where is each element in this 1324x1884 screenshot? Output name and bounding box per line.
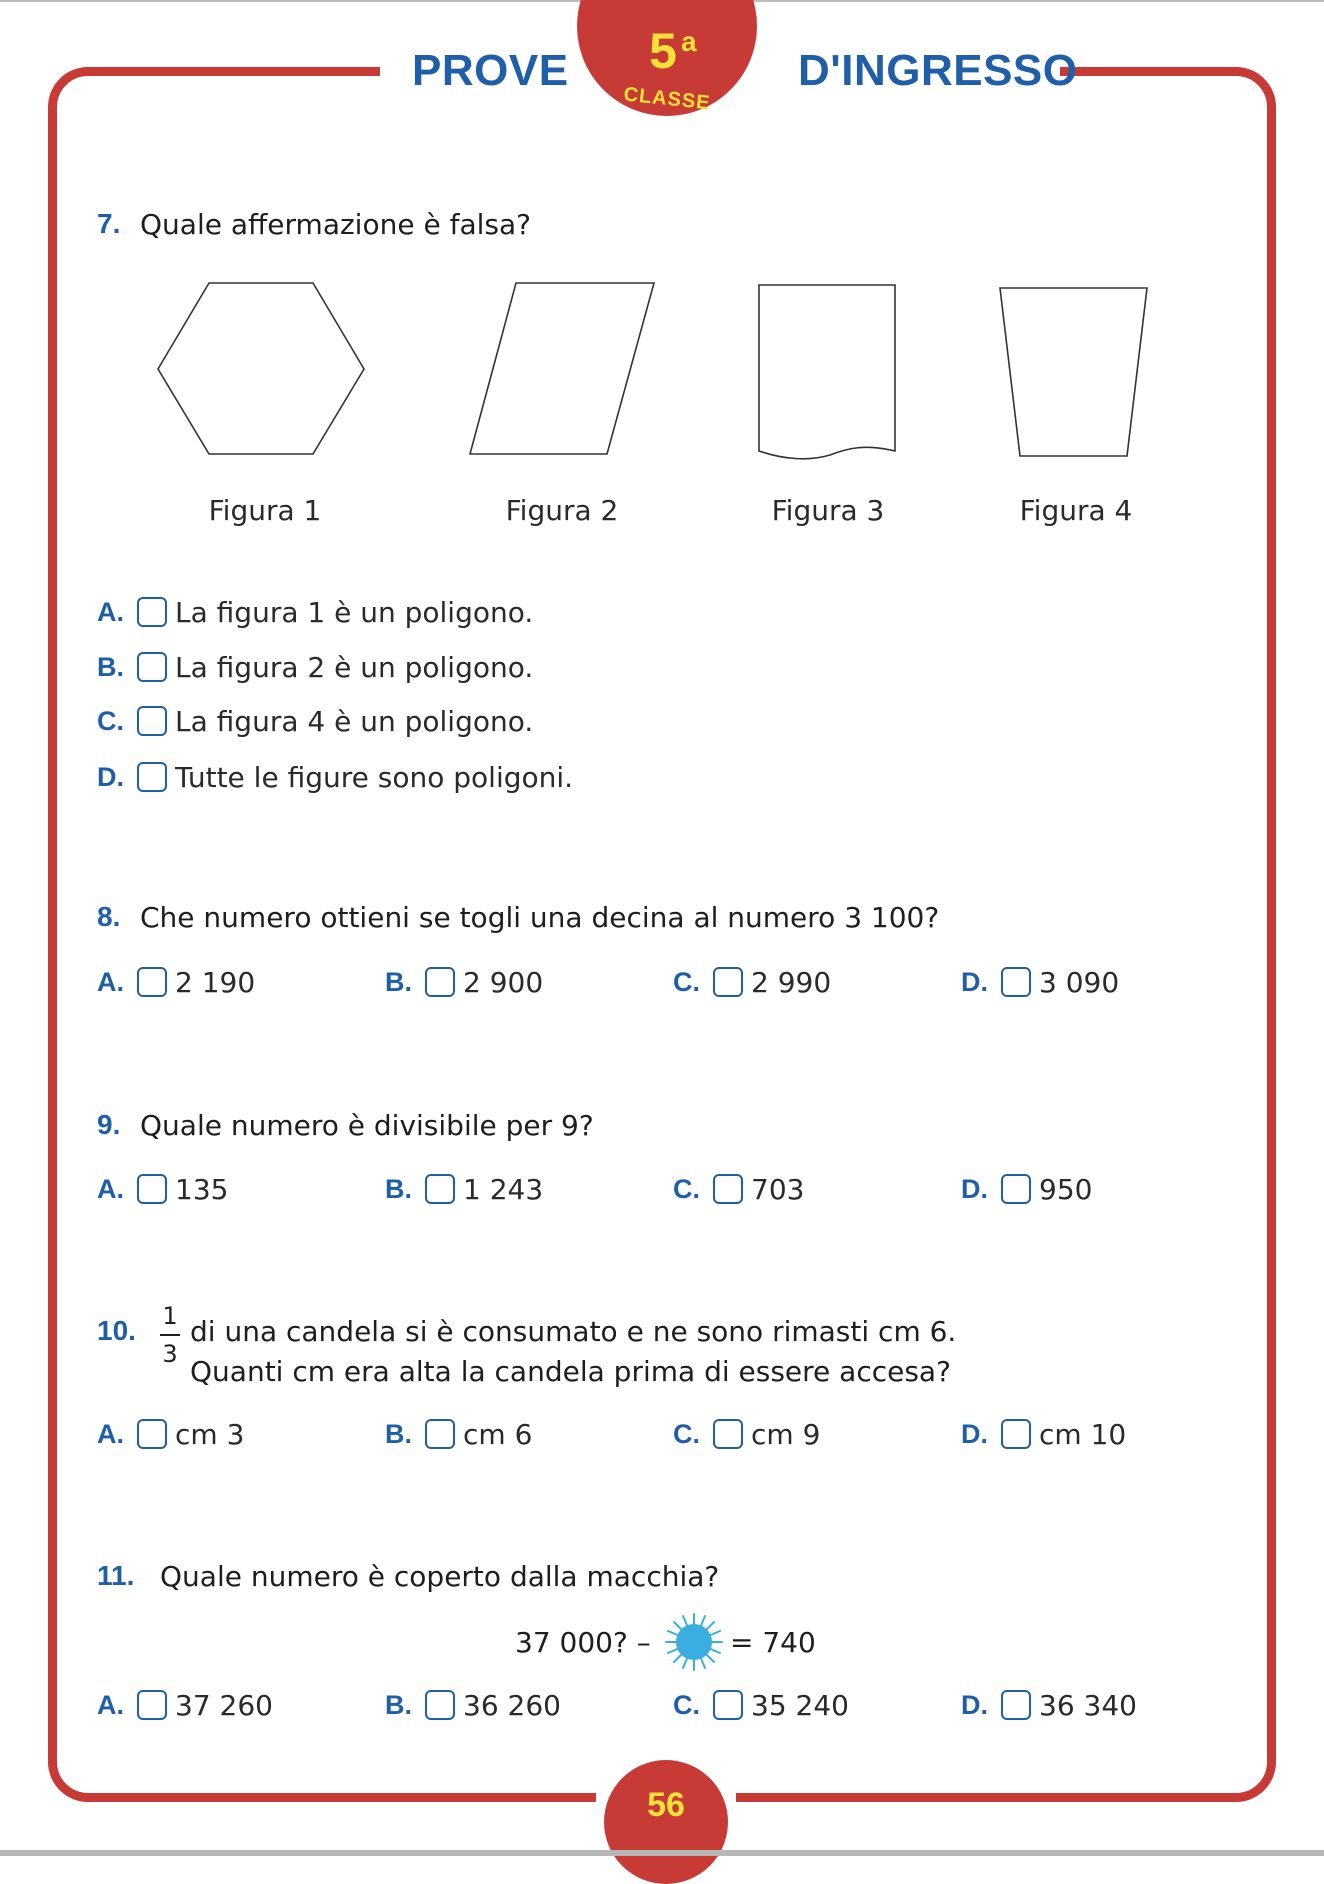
q7-figures: [0, 0, 1324, 560]
q7-option-b[interactable]: [97, 647, 533, 687]
option-text: 37 260: [175, 1688, 273, 1722]
fraction-denominator: 3: [162, 1340, 178, 1368]
q11-option-d[interactable]: [961, 1685, 1137, 1725]
q11-option-c[interactable]: [673, 1685, 849, 1725]
option-letter: A.: [97, 1689, 124, 1720]
option-letter: C.: [673, 966, 700, 997]
equation-right: = 740: [730, 1626, 816, 1659]
ink-splat-icon: [664, 1612, 724, 1672]
option-text: 36 340: [1039, 1688, 1137, 1722]
option-letter: C.: [673, 1173, 700, 1204]
checkbox[interactable]: [137, 1174, 167, 1204]
option-text: cm 10: [1039, 1417, 1127, 1451]
figure-4-trapezoid: [1000, 288, 1147, 456]
checkbox[interactable]: [137, 706, 167, 736]
checkbox[interactable]: [713, 1690, 743, 1720]
badge-label: CLASSE: [622, 83, 712, 115]
option-text: La figura 4 è un poligono.: [175, 704, 534, 738]
equation-left: 37 000? –: [515, 1626, 651, 1659]
option-text: cm 6: [463, 1417, 533, 1451]
figure-2-parallelogram: [470, 283, 654, 454]
option-letter: C.: [97, 705, 124, 736]
figure-4-caption: Figura 4: [1019, 494, 1133, 527]
option-letter: C.: [673, 1418, 700, 1449]
option-letter: D.: [961, 966, 988, 997]
checkbox[interactable]: [137, 1419, 167, 1449]
option-letter: B.: [385, 966, 412, 997]
fraction-bar: [160, 1334, 180, 1336]
q11-option-a[interactable]: [97, 1685, 273, 1725]
checkbox[interactable]: [1001, 1174, 1031, 1204]
q10-option-b[interactable]: [385, 1414, 532, 1454]
page-number: 56: [647, 1786, 685, 1824]
option-letter: A.: [97, 596, 124, 627]
figure-1-caption: Figura 1: [208, 494, 322, 527]
q10-text-line2: Quanti cm era alta la candela prima di essere accesa?: [190, 1355, 951, 1388]
figure-1-hexagon: [158, 283, 364, 454]
q9-text: Quale numero è divisibile per 9?: [140, 1109, 594, 1142]
checkbox[interactable]: [713, 967, 743, 997]
option-text: 2 900: [463, 965, 544, 999]
bottom-edge-line: [0, 1850, 1324, 1856]
q8-text: Che numero ottieni se togli una decina al numero 3 100?: [140, 901, 940, 934]
checkbox[interactable]: [1001, 1419, 1031, 1449]
option-text: 35 240: [751, 1688, 849, 1722]
option-text: 3 090: [1039, 965, 1120, 999]
option-text: 2 190: [175, 965, 256, 999]
option-text: La figura 2 è un poligono.: [175, 650, 534, 684]
checkbox[interactable]: [713, 1174, 743, 1204]
figure-2-caption: Figura 2: [505, 494, 619, 527]
figure-3-caption: Figura 3: [771, 494, 885, 527]
q8-option-b[interactable]: [385, 962, 543, 1002]
option-text: 2 990: [751, 965, 832, 999]
checkbox[interactable]: [425, 967, 455, 997]
q8-option-a[interactable]: [97, 962, 255, 1002]
checkbox[interactable]: [425, 1174, 455, 1204]
option-letter: B.: [385, 1418, 412, 1449]
option-text: 1 243: [463, 1172, 544, 1206]
badge-number: 5: [649, 23, 677, 79]
q8-option-d[interactable]: [961, 962, 1119, 1002]
q11-text: Quale numero è coperto dalla macchia?: [160, 1560, 720, 1593]
option-text: cm 3: [175, 1417, 245, 1451]
badge-superscript: a: [681, 26, 697, 57]
q8-option-c[interactable]: [673, 962, 831, 1002]
option-letter: D.: [961, 1173, 988, 1204]
checkbox[interactable]: [137, 597, 167, 627]
option-text: 703: [751, 1172, 805, 1206]
q10-option-d[interactable]: [961, 1414, 1126, 1454]
checkbox[interactable]: [425, 1419, 455, 1449]
q10-text-line1: di una candela si è consumato e ne sono rimasti cm 6.: [190, 1315, 957, 1348]
option-text: 950: [1039, 1172, 1093, 1206]
q11-number: 11.: [97, 1560, 135, 1591]
checkbox[interactable]: [137, 967, 167, 997]
q7-option-a[interactable]: [97, 592, 533, 632]
option-letter: A.: [97, 1173, 124, 1204]
q10-option-a[interactable]: [97, 1414, 244, 1454]
q9-option-d[interactable]: [961, 1169, 1092, 1209]
option-letter: C.: [673, 1689, 700, 1720]
option-letter: D.: [961, 1689, 988, 1720]
q7-text: Quale affermazione è falsa?: [140, 208, 531, 241]
q7-option-d[interactable]: [97, 757, 573, 797]
q7-option-c[interactable]: [97, 701, 533, 741]
checkbox[interactable]: [137, 1690, 167, 1720]
option-letter: B.: [97, 651, 124, 682]
option-letter: A.: [97, 1418, 124, 1449]
option-text: La figura 1 è un poligono.: [175, 595, 534, 629]
q9-option-b[interactable]: [385, 1169, 543, 1209]
q11-option-b[interactable]: [385, 1685, 561, 1725]
checkbox[interactable]: [1001, 1690, 1031, 1720]
q10-option-c[interactable]: [673, 1414, 820, 1454]
option-text: 36 260: [463, 1688, 561, 1722]
q7-number: 7.: [97, 208, 121, 239]
q8-number: 8.: [97, 901, 121, 932]
option-text: cm 9: [751, 1417, 821, 1451]
option-letter: B.: [385, 1173, 412, 1204]
q9-option-c[interactable]: [673, 1169, 804, 1209]
option-letter: D.: [961, 1418, 988, 1449]
checkbox[interactable]: [1001, 967, 1031, 997]
checkbox[interactable]: [713, 1419, 743, 1449]
header-title-left: PROVE: [412, 46, 569, 95]
option-letter: D.: [97, 761, 124, 792]
header-title-right: D'INGRESSO: [798, 46, 1078, 95]
option-letter: B.: [385, 1689, 412, 1720]
q9-number: 9.: [97, 1109, 121, 1140]
fraction-numerator: 1: [162, 1302, 178, 1330]
checkbox[interactable]: [137, 762, 167, 792]
checkbox[interactable]: [425, 1690, 455, 1720]
q10-number: 10.: [97, 1315, 136, 1346]
option-text: Tutte le figure sono poligoni.: [175, 760, 574, 794]
option-letter: A.: [97, 966, 124, 997]
checkbox[interactable]: [137, 652, 167, 682]
option-text: 135: [175, 1172, 229, 1206]
figure-3-wavy-rectangle: [759, 285, 895, 459]
q9-option-a[interactable]: [97, 1169, 228, 1209]
